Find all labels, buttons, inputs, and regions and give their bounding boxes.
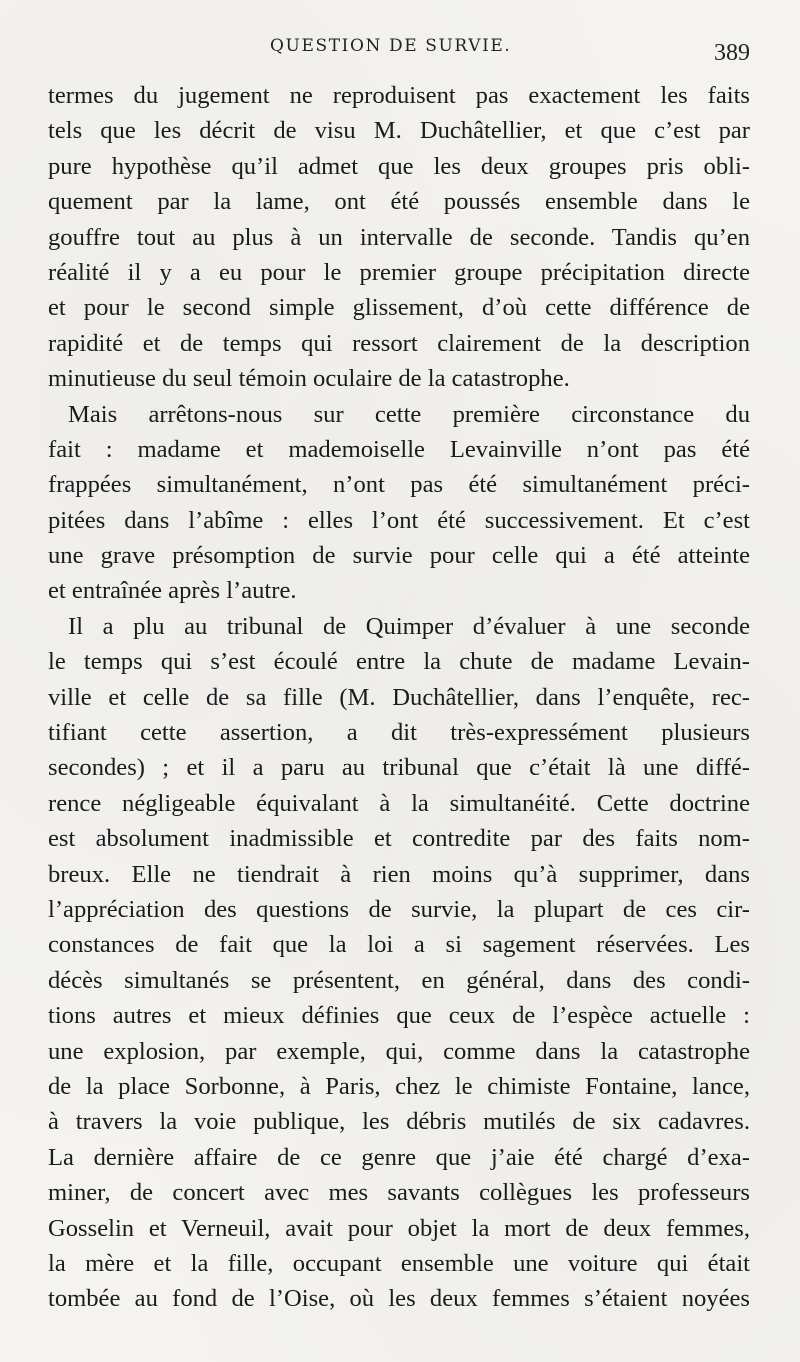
text-line: décès simultanés se présentent, en général, dans des condi- bbox=[48, 966, 750, 994]
text-line: secondes) ; et il a paru au tribunal que c’était là une diffé- bbox=[48, 754, 750, 782]
running-head: QUESTION DE SURVIE. bbox=[270, 36, 512, 56]
text-line: et pour le second simple glissement, d’où cette différence de bbox=[48, 294, 750, 322]
text-line: ville et celle de sa fille (M. Duchâtellier, dans l’enquête, rec- bbox=[48, 683, 750, 711]
text-line: tions autres et mieux définies que ceux de l’espèce actuelle : bbox=[48, 1002, 750, 1030]
body-text bbox=[48, 78, 750, 1317]
text-line: minutieuse du seul témoin oculaire de la catastrophe. bbox=[48, 365, 570, 393]
text-line: constances de fait que la loi a si sagement réservées. Les bbox=[48, 931, 750, 959]
text-line: pitées dans l’abîme : elles l’ont été successivement. Et c’est bbox=[48, 506, 750, 534]
page-header bbox=[48, 0, 750, 78]
text-line: pure hypothèse qu’il admet que les deux groupes pris obli- bbox=[48, 152, 750, 180]
text-line: quement par la lame, ont été poussés ensemble dans le bbox=[48, 188, 750, 216]
text-line: le temps qui s’est écoulé entre la chute de madame Levain- bbox=[48, 648, 750, 676]
text-line: tombée au fond de l’Oise, où les deux femmes s’étaient noyées bbox=[48, 1285, 750, 1313]
text-line: tifiant cette assertion, a dit très-expressément plusieurs bbox=[48, 719, 750, 747]
text-line: de la place Sorbonne, à Paris, chez le chimiste Fontaine, lance, bbox=[48, 1072, 750, 1100]
text-line: La dernière affaire de ce genre que j’aie été chargé d’exa- bbox=[48, 1143, 750, 1171]
text-line: réalité il y a eu pour le premier groupe précipitation directe bbox=[48, 258, 750, 286]
text-line: Gosselin et Verneuil, avait pour objet la mort de deux femmes, bbox=[48, 1214, 750, 1242]
text-line: rence négligeable équivalant à la simultanéité. Cette doctrine bbox=[48, 789, 750, 817]
text-line: tels que les décrit de visu M. Duchâtellier, et que c’est par bbox=[48, 117, 750, 145]
text-line: une explosion, par exemple, qui, comme dans la catastrophe bbox=[48, 1037, 750, 1065]
text-line: Mais arrêtons-nous sur cette première circonstance du bbox=[68, 400, 750, 428]
text-line: la mère et la fille, occupant ensemble une voiture qui était bbox=[48, 1249, 750, 1277]
text-line: gouffre tout au plus à un intervalle de seconde. Tandis qu’en bbox=[48, 223, 750, 251]
text-line: miner, de concert avec mes savants collègues les professeurs bbox=[48, 1179, 750, 1207]
text-line: rapidité et de temps qui ressort clairement de la description bbox=[48, 329, 750, 357]
page-number: 389 bbox=[714, 40, 750, 66]
text-line: et entraînée après l’autre. bbox=[48, 577, 297, 605]
text-line: Il a plu au tribunal de Quimper d’évaluer à une seconde bbox=[68, 612, 750, 640]
text-line: fait : madame et mademoiselle Levainville n’ont pas été bbox=[48, 435, 750, 463]
text-line: est absolument inadmissible et contredite par des faits nom- bbox=[48, 825, 750, 853]
text-line: une grave présomption de survie pour celle qui a été atteinte bbox=[48, 542, 750, 570]
text-line: breux. Elle ne tiendrait à rien moins qu’à supprimer, dans bbox=[48, 860, 750, 888]
text-line: termes du jugement ne reproduisent pas exactement les faits bbox=[48, 82, 750, 109]
text-line: frappées simultanément, n’ont pas été simultanément préci- bbox=[48, 471, 750, 499]
text-line: l’appréciation des questions de survie, la plupart de ces cir- bbox=[48, 895, 750, 923]
text-line: à travers la voie publique, les débris mutilés de six cadavres. bbox=[48, 1108, 750, 1136]
